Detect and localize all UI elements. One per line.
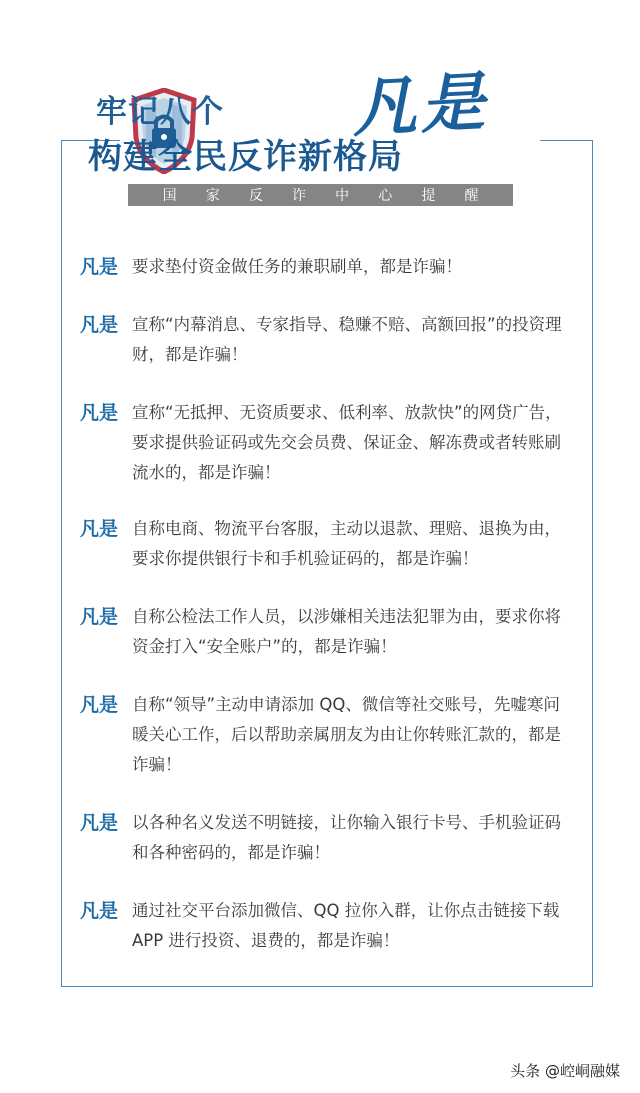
item-text: 要求垫付资金做任务的兼职刷单，都是诈骗！ [132, 257, 462, 276]
item-prefix: 凡是 [80, 694, 119, 716]
item-text: 自称公检法工作人员，以涉嫌相关违法犯罪为由，要求你将资金打入“安全账户”的，都是诈骗！ [132, 607, 561, 656]
banner-char: 国 [162, 188, 177, 204]
page-title-line2: 构建全民反诈新格局 [88, 137, 403, 177]
banner-char: 中 [335, 188, 350, 204]
list-item [80, 602, 580, 662]
banner-char: 反 [248, 188, 263, 204]
item-text: 自称电商、物流平台客服，主动以退款、理赔、退换为由，要求你提供银行卡和手机验证码的，都是诈骗！ [132, 519, 561, 568]
item-text: 自称“领导”主动申请添加 QQ、微信等社交账号，先嘘寒问暖关心工作，后以帮助亲属朋友为由让你转账汇款的，都是诈骗！ [132, 695, 561, 774]
item-prefix: 凡是 [80, 314, 119, 336]
title-emphasis: 凡是 [350, 64, 491, 147]
item-text: 以各种名义发送不明链接，让你输入银行卡号、手机验证码和各种密码的，都是诈骗！ [132, 813, 561, 862]
list-item [80, 310, 580, 370]
list-item [80, 896, 580, 956]
list-item [80, 690, 580, 780]
item-text: 通过社交平台添加微信、QQ 拉你入群，让你点击链接下载 APP 进行投资、退费的，都是诈骗！ [132, 901, 560, 950]
banner-char: 诈 [291, 188, 306, 204]
item-text: 宣称“内幕消息、专家指导、稳赚不赔、高额回报”的投资理财，都是诈骗！ [132, 315, 562, 364]
banner-char: 家 [205, 188, 220, 204]
banner-char: 醒 [464, 188, 479, 204]
list-item [80, 808, 580, 868]
list-item [80, 398, 580, 488]
list-item [80, 514, 580, 574]
item-text: 宣称“无抵押、无资质要求、低利率、放款快”的网贷广告，要求提供验证码或先交会员费、保证金、解冻费或者转账刷流水的，都是诈骗！ [132, 403, 562, 482]
subtitle-banner [128, 184, 513, 206]
source-watermark: 头条 @崆峒融媒 [510, 1062, 620, 1080]
item-prefix: 凡是 [80, 518, 119, 540]
item-prefix: 凡是 [80, 900, 119, 922]
list-item [80, 252, 580, 282]
banner-char: 心 [378, 188, 393, 204]
item-prefix: 凡是 [80, 402, 119, 424]
banner-char: 提 [421, 188, 436, 204]
item-prefix: 凡是 [80, 256, 119, 278]
item-prefix: 凡是 [80, 812, 119, 834]
item-prefix: 凡是 [80, 606, 119, 628]
page-title-line1: 牢记八个 [96, 94, 224, 130]
